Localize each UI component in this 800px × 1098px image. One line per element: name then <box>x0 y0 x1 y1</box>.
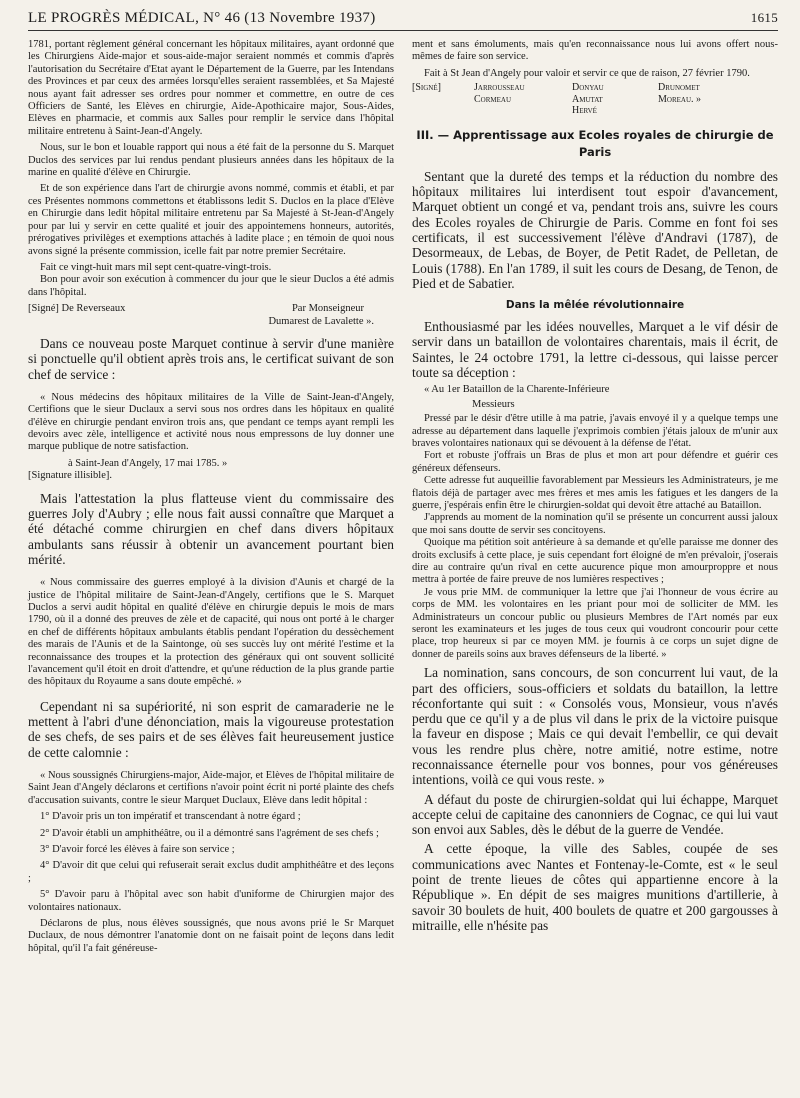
quote-dateline: à Saint-Jean d'Angely, 17 mai 1785. » <box>68 457 228 469</box>
letter-address: « Au 1er Bataillon de la Charente-Inférieure <box>424 384 610 396</box>
letter-paragraph: Quoique ma pétition soit antérieure à sa demande et qu'elle paraisse me donner des droits exclusifs à cette place, je suis cependant fort éloigné de m'en prévaloir, j'oserais dire au contraire qu'un rival en cette aucurence pique mon amourproppre et nous mettra à portée de faire preuve de nos lumières respectives ; <box>412 537 778 586</box>
paragraph: Nous, sur le bon et louable rapport qui nous a été fait de la personne du S. Marquet Duclos des services par lui rendus pendant plusieurs années dans les hôpitaux de la marine en qualité d'élève en Chirurgie. <box>28 142 394 179</box>
signer <box>474 105 572 117</box>
letter-paragraph: Cette adresse fut auqueillie favorablement par Messieurs les Administrateurs, je me flatois déjà de partager avec mes frères et mes amis les fatigues et les dangers de la guerre, j'espérais enfin être le chirurgien-soldat qui devoit être attaché au Bataillon. <box>412 475 778 511</box>
quote: « Nous commissaire des guerres employé à la division d'Aunis et chargé de la justice de l'hôpital militaire de Saint-Jean-d'Angely, certifions que le S. Marquet Duclos a servi audit hôpital en qualité d'élève en chirurgie depuis le mois de mars 1790, où il a donné des preuves de zèle et de capacité, qui nous ont porté à le charger en chef de différents hôpitaux ambulants établis pendant l'opération du dessèchement des marais de l'Aunis et de la Saintonge, où ses succès luy ont mérité l'estime et la reconnaissance des troupes et la protection des généraux qui ont souvent sollicité l'avancement qu'il étoit en droit d'attendre, et qu'une réduction de la plus grande partie des hôpitaux du Royaume a sans doute empêché. » <box>28 577 394 688</box>
paragraph: 1781, portant règlement général concernant les hôpitaux militaires, ayant ordonné que les Chirurgiens Aide-major et sous-aide-major seraient nommés et commis d'après l'autorisation du Secrétaire d'Etat ayant le Département de la Guerre, par les Intendans des Provinces et par ceux des armées lorsqu'elles seraient rassemblées, et Sa Majesté nous ayant fait adresser ses ordres pour nommer et commettre, en outre de ces Officiers de Santé, les Elèves en chirurgie, Aide-Apothicaire major, Sous-Aides, Elèves en pharmacie, et commis aux Salles pour remplir le service dans l'hôpital militaire entretenu à Saint-Jean-d'Angely. <box>28 39 394 137</box>
paragraph: Dans ce nouveau poste Marquet continue à servir d'une manière si ponctuelle qu'il obtient après trois ans, le certificat suivant de son chef de service : <box>28 335 394 382</box>
paragraph: Cependant ni sa supériorité, ni son esprit de camaraderie ne le mettent à l'abri d'une dénonciation, mais la vigoureuse protestation de ses chefs, de ses pairs et de ses élèves fait heureusement justice de cette calomnie : <box>28 698 394 760</box>
signer <box>412 94 474 106</box>
paragraph: ment et sans émoluments, mais qu'en reconnaissance nous lui avons offert nous-mêmes de faire son service. <box>412 39 778 63</box>
signer: Amutat <box>572 93 603 105</box>
section-title: III. — Apprentissage aux Ecoles royales de chirurgie de Paris <box>416 127 774 159</box>
letter-paragraph: Je vous prie MM. de communiquer la lettre que j'ai l'honneur de vous écrire au corps de MM. les volontaires en les priant pour moi de solliciter de MM. les Administrateurs un concour public ou plusieurs Membres de l'Art només par eux seront les examinateurs et les juges de tous ceux qui voudront concourir pour cette place, trop heureux si par ce moyen MM. je fournis à ce corps un sujet digne de donner de pareils soins aux braves défenseurs de la liberté. » <box>412 586 778 660</box>
paragraph: Mais l'attestation la plus flatteuse vient du commissaire des guerres Joly d'Aubry ; elle nous fait aussi connaître que Marquet a été détaché comme chirurgien en chef dans divers hôpitaux ambulants sans réussir à obtenir un avancement pourtant bien mérité. <box>28 490 394 567</box>
paragraph: Et de son expérience dans l'art de chirurgie avons nommé, commis et établi, et par ces Présentes nommons commettons et établissons ledit S. Duclos en la place d'Elève en Chirurgie dans ledit hôpital militaire entretenu par Sa Majesté à St-Jean-d'Angely pour par lui y servir en cette qualité et jouir des appointemens honneurs, autorités, prérogatives privilèges et exemptions attachés à ladite place ; en témoin de quoi nous avons signé la présente commission, icelle fait par notre premier Secrétaire. <box>28 183 394 257</box>
signer: Hervé <box>572 105 597 117</box>
signer: [Signé] <box>412 82 441 94</box>
signer: Moreau. » <box>658 93 702 105</box>
signer: Cormeau <box>474 93 512 105</box>
paragraph: Sentant que la dureté des temps et la réduction du nombre des hôpitaux militaires lui interdisent tout espoir d'avancement, Marquet obtient un congé et va, pendant trois ans, suivre les cours des Ecoles royales de Chirurgie de Paris. Comme en font foi ses certificats, il est successivement l'élève d'Andravi (1787), de Desormeaux, de Lebas, de Boyer, de Petit Radet, de Pelletan, de Louis (1788). En l'an 1789, il suit les cours de Desang, de Tenon, de Pied et de Sabatier. <box>412 168 778 291</box>
signature-left: [Signé] De Reverseaux <box>28 303 126 315</box>
signer: Drunomet <box>658 82 700 94</box>
paragraph: Fait ce vingt-huit mars mil sept cent-quatre-vingt-trois. <box>40 261 272 273</box>
list-item: 2° D'avoir établi un amphithéâtre, ou il a démontré sans l'agrément de ses chefs ; <box>40 827 379 839</box>
list-item: 4° D'avoir dit que celui qui refuserait serait exclus dudit amphithéâtre et des leçons ; <box>28 860 394 884</box>
journal-title: LE PROGRÈS MÉDICAL, N° 46 (13 Novembre 1937) <box>28 10 376 26</box>
page-number: 1615 <box>750 10 778 25</box>
signature-line <box>28 303 394 315</box>
signer <box>412 105 474 117</box>
two-column-body <box>28 39 778 959</box>
signer: Jarrousseau <box>474 82 525 94</box>
signers-block <box>412 82 778 117</box>
list-item: 1° D'avoir pris un ton impératif et transcendant à notre égard ; <box>40 811 301 823</box>
paragraph: A cette époque, la ville des Sables, coupée de ses communications avec Nantes et Fontenay-le-Comte, est « le seul point de trente lieues de côtes qui appartienne encore à la République ». En dépit de ses maigres munitions d'artillerie, à savoir 30 boulets de huit, 400 boulets de quatre et 200 gargousses à mitraille, elle n'hésite pas <box>412 841 778 933</box>
signer: Donyau <box>572 82 604 94</box>
right-column <box>412 39 778 959</box>
signature-line: Dumarest de Lavalette ». <box>268 315 374 327</box>
letter-paragraph: Fort et robuste j'offrais un Bras de plus et mon art pour défendre et guérir ces généreux défenseurs. <box>412 450 778 474</box>
paragraph: Bon pour avoir son exécution à commencer du jour que le sieur Duclos a été admis dans l'hôpital. <box>28 274 394 298</box>
quote: « Nous soussignés Chirurgiens-major, Aide-major, et Elèves de l'hôpital militaire de Saint Jean d'Angely déclarons et certifions n'avoir point écrit ni porté plainte des chefs d'accusation suivants, contre le sieur Marquet Duclaux, Elève dans ledit hôpital : <box>28 770 394 806</box>
letter-paragraph: Pressé par le désir d'être utille à ma patrie, j'avais envoyé il y a quelque temps une adresse au département dans laquelle j'exprimois combien j'étais jaloux de m'unir aux braves volontaires nationaux qui se dévouent à la défense de l'état. <box>412 413 778 449</box>
signature-right: Par Monseigneur <box>291 303 364 315</box>
letter-salutation: Messieurs <box>472 398 515 410</box>
letter-paragraph: J'apprends au moment de la nomination qu'il se présente un concurrent aussi jaloux que moi sans doutte de servir ses concitoyens. <box>412 512 778 536</box>
left-column <box>28 39 394 959</box>
paragraph: Déclarons de plus, nous élèves soussignés, que nous avons prié le Sr Marquet Duclaux, de nous démontrer l'anatomie dont on ne faisait point de leçons dans ledit hôpital, qu'il l'a fait généreuse- <box>28 918 394 954</box>
quote-signature: [Signature illisible]. <box>28 470 112 482</box>
running-header <box>28 10 778 31</box>
paragraph: A défaut du poste de chirurgien-soldat qui lui échappe, Marquet accepte celui de capitaine des canonniers de Cognac, ce qui lui vaut son envoi aux Sables, dès le début de la guerre de Vendée. <box>412 791 778 838</box>
quote: « Nous médecins des hôpitaux militaires de la Ville de Saint-Jean-d'Angely, Certifions que le sieur Duclaux a servi sous nos ordres dans les hôpitaux en qualité d'élève en chirurgie pendant environ trois ans, que pendant ce temps ayant rempli les devoirs avec zèle, intelligence et activité nous nous empressons de luy donner une marque publique de notre satisfaction. <box>28 391 394 453</box>
list-item: 3° D'avoir forcé les élèves à faire son service ; <box>40 844 235 856</box>
paragraph: Fait à St Jean d'Angely pour valoir et servir ce que de raison, 27 février 1790. <box>424 67 750 79</box>
subsection-title: Dans la mêlée révolutionnaire <box>505 299 685 312</box>
paragraph: Enthousiasmé par les idées nouvelles, Marquet a le vif désir de servir dans un bataillon de volontaires charentais, mais il écrit, de Saintes, le 24 octobre 1791, la lettre ci-dessous, qui laisse percer toute sa déception : <box>412 319 778 380</box>
list-item: 5° D'avoir paru à l'hôpital avec son habit d'uniforme de Chirurgien major des volontaires nationaux. <box>28 889 394 913</box>
paragraph: La nomination, sans concours, de son concurrent lui vaut, de la part des officiers, sous-officiers et soldats du bataillon, la lettre réconfortante qui suit : « Consolés vous, Monsieur, vous n'avés perdu que ce qu'il y a de plus vil dans le prix de la victoire puisque la faveur en dispose ; Mais ce qui devait l'embellir, ce qui devait vous les rendre plus chère, notre amitié, notre estime, notre reconnaissance éternelle pour vos bonnes, pour vos généreuses intentions, voilà ce qui vous reste. » <box>412 665 778 788</box>
signer <box>658 105 758 117</box>
